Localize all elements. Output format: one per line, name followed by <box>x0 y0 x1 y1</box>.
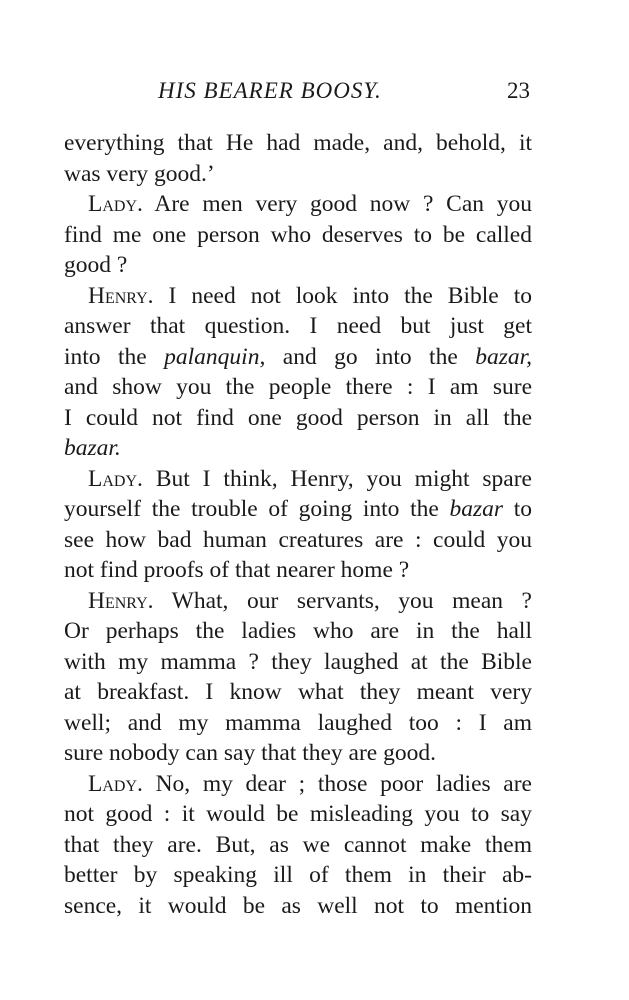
text-line <box>64 525 532 556</box>
text-line <box>64 250 532 281</box>
text-span: sence, it would be as well not to mention <box>64 892 532 919</box>
text-line <box>64 708 532 739</box>
text-span: better by speaking ill of them in their ab- <box>64 862 532 888</box>
speaker-name: Lady. <box>88 191 143 217</box>
text-span: not good : it would be misleading you to say <box>64 801 532 827</box>
text-line <box>64 342 532 373</box>
speaker-name: Henry. <box>88 282 154 309</box>
text-span: What, our servants, you mean ? <box>153 587 532 614</box>
text-span: No, my dear ; those poor ladies are <box>142 770 532 797</box>
text-line <box>64 860 532 891</box>
italic-word: bazar. <box>64 435 121 461</box>
text-line <box>64 128 532 159</box>
text-line <box>64 616 532 647</box>
text-line <box>64 220 532 251</box>
text-span: and show you the people there : I am sure <box>64 374 532 400</box>
italic-word: bazar <box>449 496 504 522</box>
speaker-name: Lady. <box>88 770 143 797</box>
text-span: see how bad human creatures are : could you <box>64 526 532 553</box>
text-line <box>64 159 532 190</box>
text-span: into the <box>64 343 165 370</box>
running-head <box>64 78 534 112</box>
text-span: with my mamma ? they laughed at the Bible <box>64 648 532 675</box>
text-line <box>64 433 532 464</box>
text-span: Are men very good now ? Can you <box>142 191 532 217</box>
text-line <box>64 311 532 342</box>
page-number: 23 <box>507 78 530 103</box>
text-span: But I think, Henry, you might spare <box>142 465 532 492</box>
text-span: and go into the <box>265 343 476 370</box>
text-line <box>64 403 532 434</box>
speaker-name: Lady. <box>88 465 143 492</box>
text-line <box>64 647 532 678</box>
italic-word: palanquin, <box>164 343 266 370</box>
body-text <box>64 128 532 921</box>
text-span: sure nobody can say that they are good. <box>64 740 436 766</box>
text-span: well; and my mamma laughed too : I am <box>64 709 532 736</box>
text-span: yourself the trouble of going into the <box>64 496 450 522</box>
text-span: find me one person who deserves to be called <box>64 221 532 248</box>
text-span: to <box>503 496 532 522</box>
text-span: I could not find one good person in all the <box>64 404 532 431</box>
text-line <box>64 891 532 922</box>
text-line <box>64 494 532 525</box>
text-line <box>64 281 532 312</box>
text-line <box>64 830 532 861</box>
text-span: not find proofs of that nearer home ? <box>64 557 410 583</box>
text-span: at breakfast. I know what they meant very <box>64 679 532 705</box>
text-line <box>64 372 532 403</box>
text-line <box>64 677 532 708</box>
text-span: that they are. But, as we cannot make them <box>64 831 532 858</box>
running-title: HIS BEARER BOOSY. <box>158 78 382 103</box>
text-span: Or perhaps the ladies who are in the hall <box>64 618 532 644</box>
italic-word: bazar, <box>475 343 532 370</box>
text-line <box>64 586 532 617</box>
speaker-name: Henry. <box>88 587 154 614</box>
text-span: I need not look into the Bible to <box>153 282 532 309</box>
text-line <box>64 799 532 830</box>
text-line <box>64 769 532 800</box>
text-line <box>64 189 532 220</box>
text-span: was very good.’ <box>64 160 215 187</box>
text-span: good ? <box>64 252 128 278</box>
text-line <box>64 738 532 769</box>
text-line <box>64 464 532 495</box>
text-span: everything that He had made, and, behold, it <box>64 130 532 156</box>
text-span: answer that question. I need but just get <box>64 313 532 339</box>
text-line <box>64 555 532 586</box>
